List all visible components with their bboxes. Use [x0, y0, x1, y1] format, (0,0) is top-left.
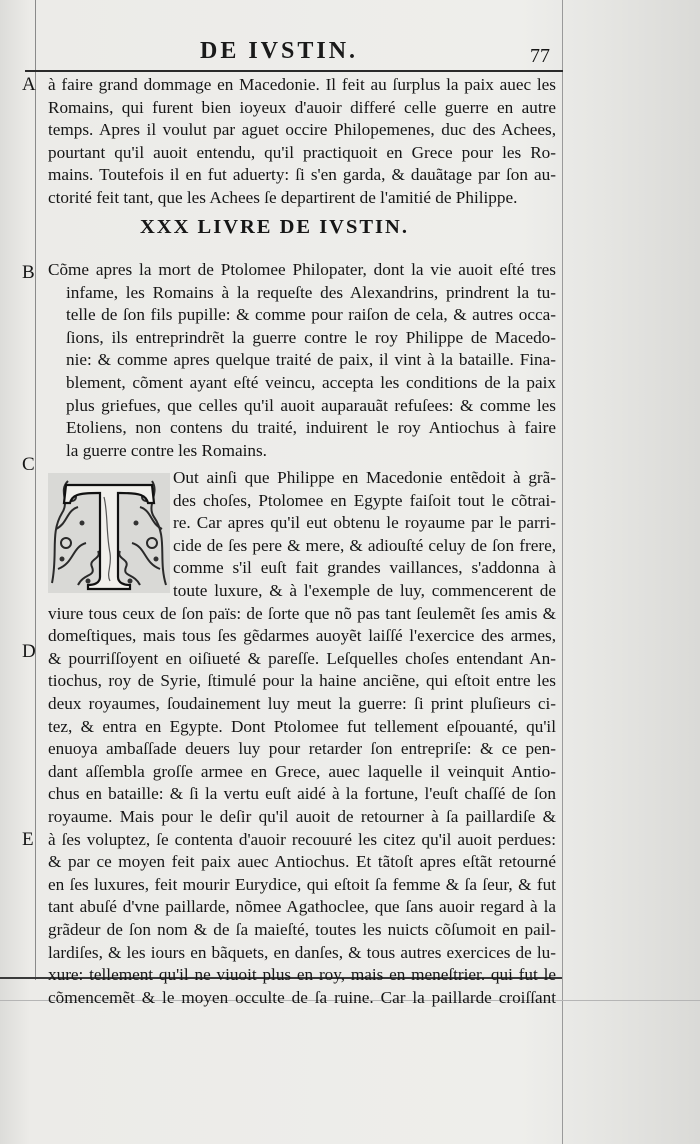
book-summary: [48, 259, 556, 462]
text-line: ſions, ils entreprindrẽt la guerre contre le roy Philippe de Macedo-: [66, 327, 556, 347]
margin-letter-e: E: [22, 829, 34, 850]
text-line: pourtant qu'il auoit entendu, qu'il practiquoit en Grece pour les Ro-: [48, 142, 556, 162]
text-line: & par ce moyen feit paix auec Antiochus. Et tãtoſt apres eſtãt retourné: [48, 852, 556, 872]
text-line: ctorité feit tant, que les Achees ſe departirent de l'amitié de Philippe.: [48, 187, 518, 207]
text-line: la guerre contre les Romains.: [66, 440, 267, 460]
text-line: à ſes voluptez, ſe contenta d'auoir recouuré les citez qu'il auoit perdues:: [48, 829, 556, 849]
margin-letter-c: C: [22, 454, 35, 475]
text-line: Out ainſi que Philippe en Macedonie entẽdoit à grã-: [173, 468, 556, 487]
text-line: domeſtiques, mais tous ſes gẽdarmes auoyẽt laiſſé l'exercice des armes,: [48, 626, 556, 646]
left-page-edge: [35, 0, 36, 980]
text-line: chus en bataille: & ſi la vertu euſt aidé à la fortune, l'euſt chaſſé de ſon: [48, 784, 556, 804]
text-line: royaume. Mais pour le deſir qu'il auoit de retourner à ſa paillardiſe &: [48, 806, 556, 826]
text-line: temps. Apres il voulut par aguet occire Philopemenes, duc des Achees,: [48, 120, 556, 140]
text-line: des choſes, Ptolomee en Egypte faiſoit tout le cõtrai-: [173, 490, 556, 510]
text-line: cide de ſes pere & mere, & adiouſté celuy de ſon frere,: [173, 535, 556, 555]
ornamental-initial: [48, 473, 170, 593]
section-title: XXX LIVRE DE IVSTIN.: [140, 216, 409, 238]
text-line: blement, cõment ayant eſté veincu, accepta les conditions de la paix: [66, 372, 556, 392]
text-line: grãdeur de ſon nom & de ſa maieſté, toutes les nuicts cõſumoit en pail-: [48, 919, 556, 939]
text-line: viure tous ceux de ſon païs: de ſorte que nõ pas tant ſeulemẽt ſes amis &: [48, 603, 556, 623]
margin-letter-a: A: [22, 74, 36, 95]
body-indented: [173, 467, 556, 580]
text-line: comme s'il euſt fait grandes vaillances, s'addonna à: [173, 558, 556, 578]
text-line: re. Car apres qu'il eut obtenu le royaume par le parri-: [173, 513, 556, 533]
text-line: & pourriſſoyent en oiſiueté & pareſſe. Leſquelles choſes entendant An-: [48, 648, 556, 668]
text-line: dant aſſembla groſſe armee en Grece, auec laquelle il veinquit Antio-: [48, 761, 556, 781]
running-title: DE IVSTIN.: [200, 38, 359, 64]
margin-letter-b: B: [22, 262, 35, 283]
ornamental-initial-icon: [48, 473, 170, 593]
text-line: telle de ſon fils pupille: & comme pour raiſon de cela, & autres occa-: [66, 305, 556, 325]
text-line: toute luxure, & à l'exemple de luy, commencerent de: [173, 581, 556, 600]
text-line: tant abuſé d'vne paillarde, nõmee Agathoclee, que ſans auoir regard à la: [48, 897, 556, 917]
text-line: nie: & comme apres quelque traité de paix, il vint à la bataille. Fina-: [66, 350, 556, 370]
text-line: deux royaumes, ſoudainement luy meut la guerre: ſi print pluſieurs ci-: [48, 693, 556, 713]
text-line: mains. Toutefois il en fut aduerty: ſi s'en garda, & dauãtage par ſon au-: [48, 165, 556, 185]
margin-letter-d: D: [22, 641, 36, 662]
text-line: Romains, qui furent bien ioyeux d'auoir differé celle guerre en autre: [48, 97, 556, 117]
text-line: plus griefues, que celles qu'il auoit auparauãt refuſees: & comme les: [66, 395, 556, 415]
body-text: [48, 580, 556, 1009]
text-line: à faire grand dommage en Macedonie. Il feit au ſurplus la paix auec les: [48, 75, 556, 94]
text-line: tiochus, roy de Syrie, ſtimulé pour la haine anciẽne, qui eſtoit entre les: [48, 671, 556, 691]
text-line: infame, les Romains à la requeſte des Alexandrins, prindrent la tu-: [66, 282, 556, 302]
header-rule: [25, 70, 563, 72]
right-page-edge: [562, 0, 563, 1144]
text-line: xure: tellement qu'il ne viuoit plus en roy, mais en meneſtrier. qui fut le: [48, 965, 556, 985]
text-line: lardiſes, & les iours en bãquets, en danſes, & tous autres exercices de lu-: [48, 942, 556, 962]
text-line: en ſes luxures, feit mourir Eurydice, qui eſtoit ſa femme & ſa ſeur, & fut: [48, 874, 556, 894]
text-line: cõmencemẽt & le moyen occulte de ſa ruine. Car la paillarde croiſſant: [48, 987, 556, 1007]
text-line: Etoliens, non contens du traité, induirent le roy Antiochus à faire: [66, 418, 556, 438]
text-line: tez, & entra en Egypte. Dont Ptolomee fut tellement eſpouanté, qu'il: [48, 716, 556, 736]
paragraph-a: [48, 74, 556, 210]
text-line: enuoya ambaſſade deuers luy pour retarder ſon entrepriſe: & ce pen-: [48, 739, 556, 759]
page-number: 77: [530, 45, 550, 67]
text-line: Cõme apres la mort de Ptolomee Philopater, dont la vie auoit eſté tres: [48, 260, 556, 279]
